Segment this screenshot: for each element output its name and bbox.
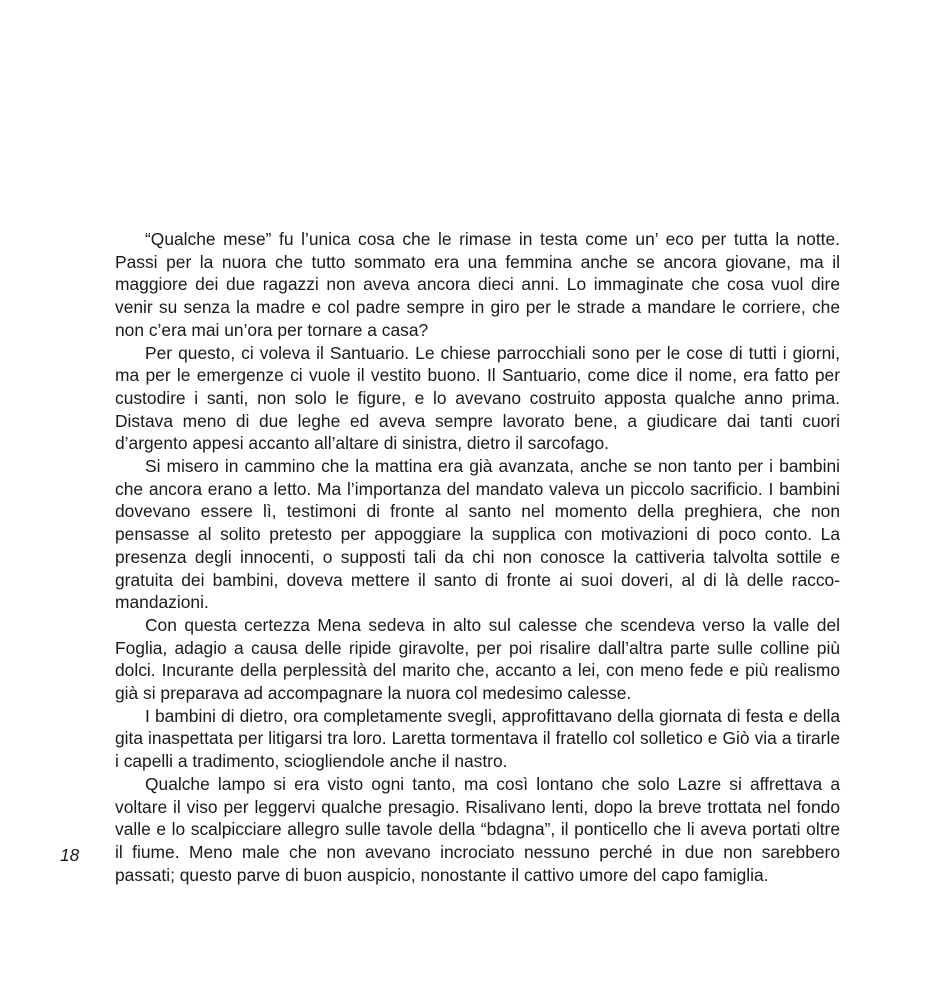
paragraph-2: Per questo, ci voleva il Santuario. Le chiese parrocchiali sono per le cose di tutti i giorni, ma per le emergenze ci vuole il vestito buono. Il Santuario, come dice il nome, era fatto per custodire i santi, non solo le figure, e lo avevano costruito apposta qualche anno prima. Distava meno di due leghe ed aveva sempre lavorato bene, a giudicare dai tanti cuori d’argento appesi accanto all’altare di sinistra, dietro il sarcofago.: [115, 342, 840, 454]
paragraph-6: Qualche lampo si era visto ogni tanto, ma così lontano che solo Lazre si affrettava a voltare il viso per leggervi qualche presagio. Risalivano lenti, dopo la breve trottata nel fondo valle e lo scalpicciare allegro sulle tavole della “bdagna”, il ponticello che li aveva portati oltre il fiume. Meno male che non avevano incrociato nessuno perché in due non sarebbero passati; questo parve di buon auspicio, nonostante il cattivo umore del capo famiglia.: [115, 773, 840, 885]
paragraph-4: Con questa certezza Mena sedeva in alto sul calesse che scendeva verso la valle del Foglia, adagio a causa delle ripide giravolte, per poi risalire dall’altra parte sulle colline più dolci. Incurante della perplessità del marito che, accanto a lei, con meno fede e più realismo già si preparava ad accompagnare la nuora col medesimo calesse.: [115, 614, 840, 704]
paragraph-1: “Qualche mese” fu l’unica cosa che le rimase in testa come un’ eco per tutta la notte. Passi per la nuora che tutto sommato era una femmina anche se ancora giovane, ma il maggiore dei due ragazzi non aveva ancora dieci anni. Lo immaginate che cosa vuol dire venir su senza la madre e col padre sempre in giro per le strade a mandare le corriere, che non c’era mai un’ora per tornare a casa?: [115, 229, 840, 340]
paragraph-3: Si misero in cammino che la mattina era già avanzata, anche se non tanto per i bambini che ancora erano a letto. Ma l’importanza del mandato valeva un piccolo sacrificio. I bambini dovevano essere lì, testimoni di fronte al santo nel momento della preghiera, che non pensasse al solito pretesto per appoggiare la supplica con motivazioni di poco conto. La presenza degli innocenti, o supposti tali da chi non conosce la cattiveria talvolta sottile e gratuita dei bambini, doveva mettere il santo di fronte ai suoi doveri, al di là delle raccomandazioni.: [115, 456, 840, 613]
page-number: 18: [60, 845, 80, 865]
paragraph-5: I bambini di dietro, ora completamente svegli, approfittavano della giornata di festa e della gita inaspettata per litigarsi tra loro. Laretta tormentava il fratello col solletico e Giò via a tirarle i capelli a tradimento, sciogliendole anche il nastro.: [115, 705, 840, 772]
body-text: [115, 228, 840, 886]
